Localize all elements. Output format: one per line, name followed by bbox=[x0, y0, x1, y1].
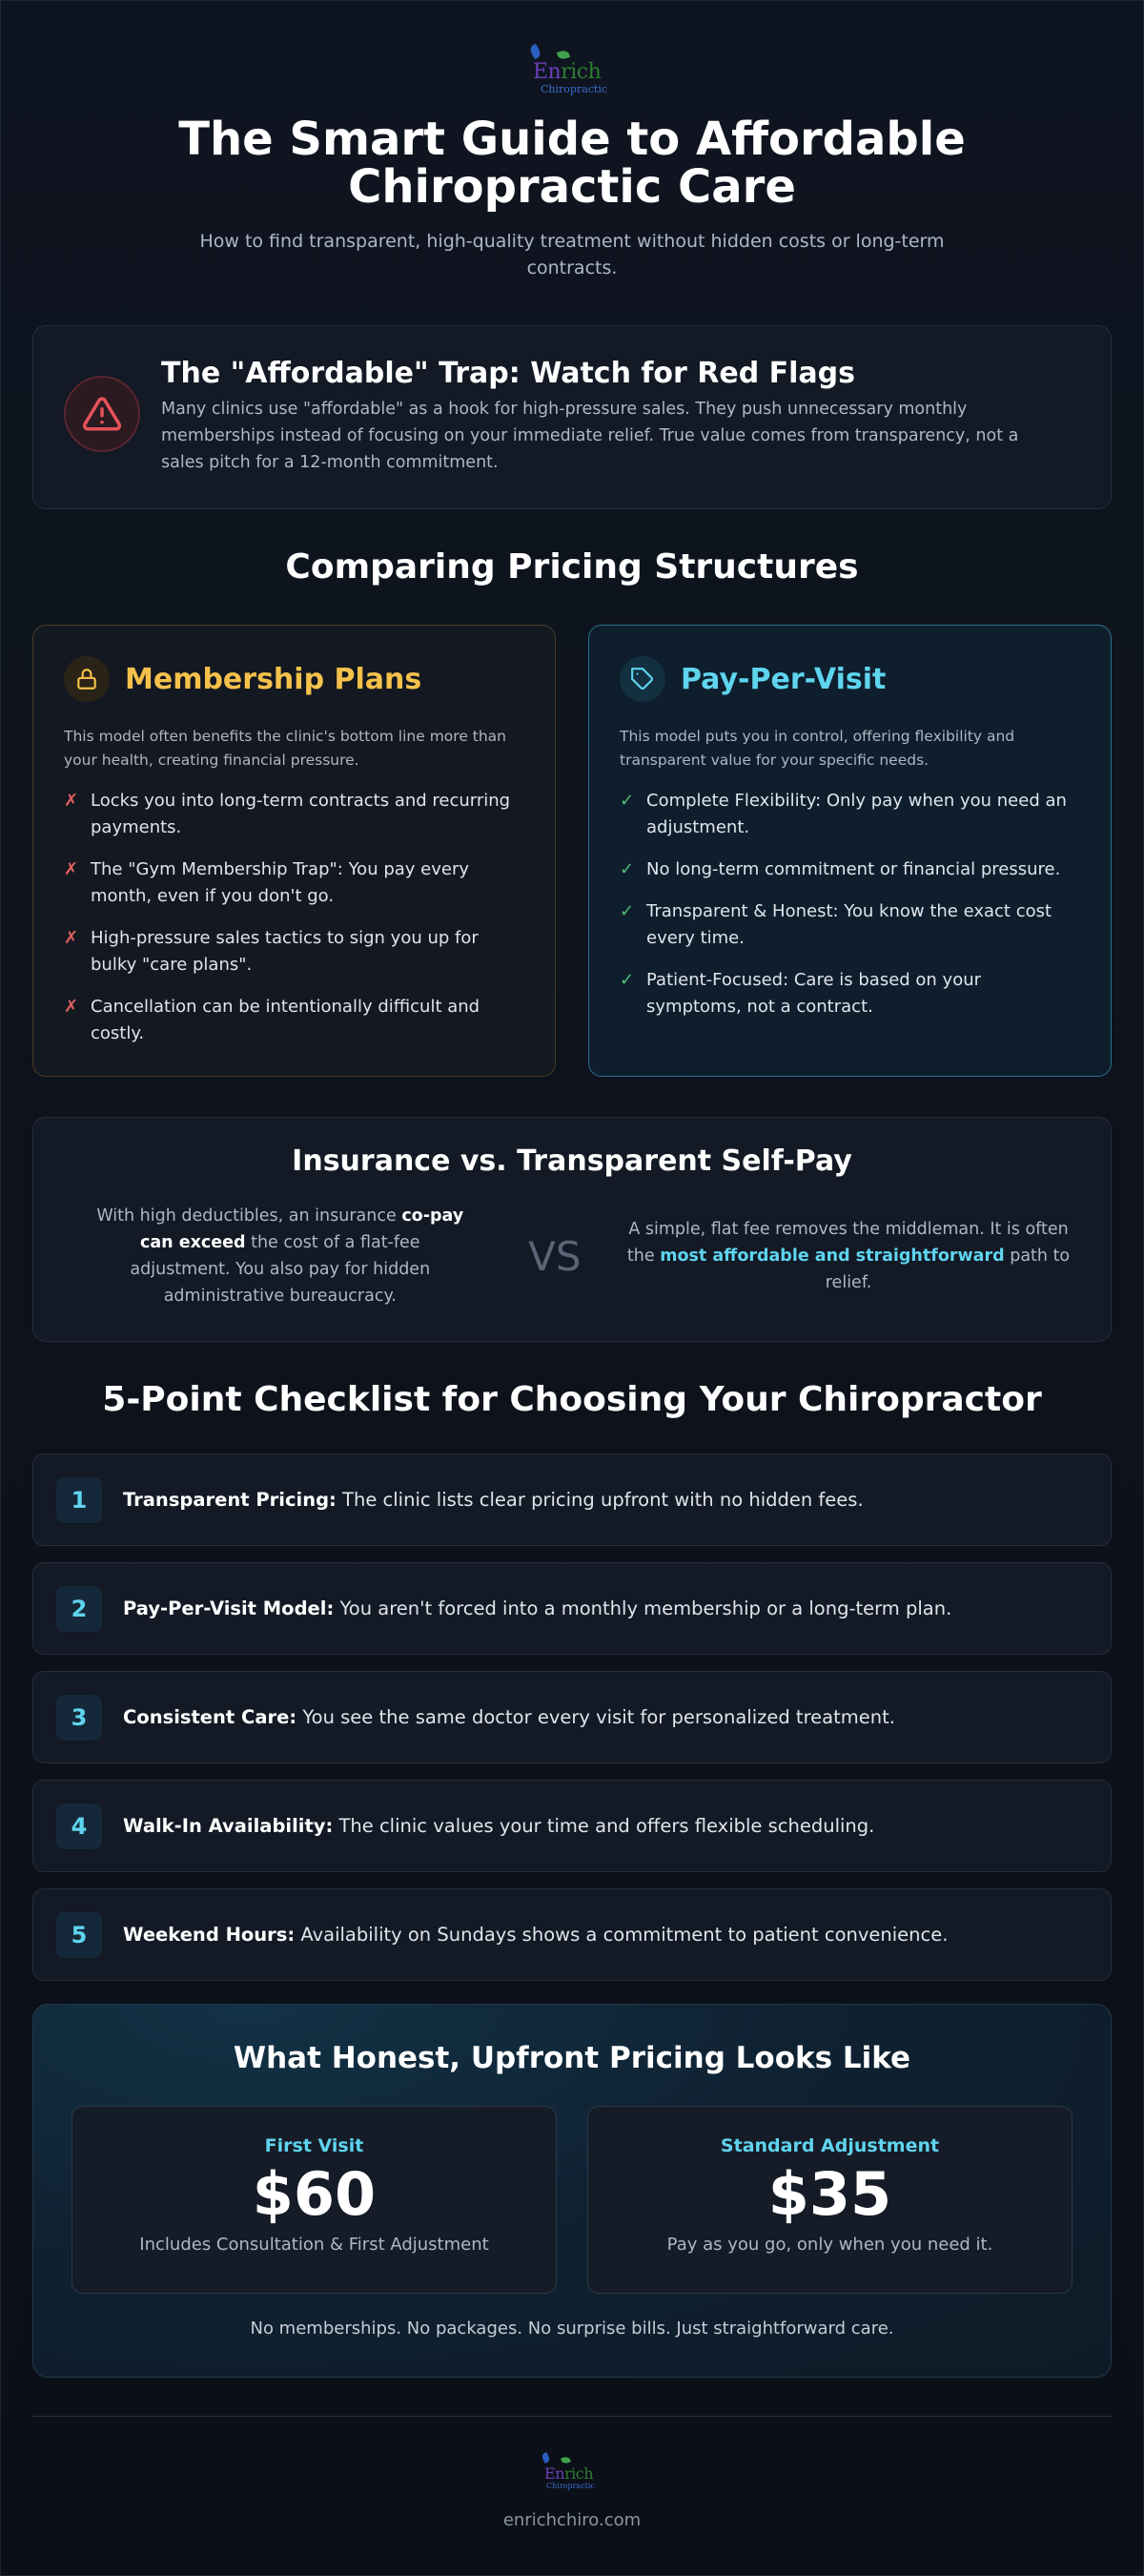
membership-title: Membership Plans bbox=[125, 662, 422, 696]
footer-url-link[interactable]: enrichchiro.com bbox=[502, 2510, 642, 2530]
check-mark-icon: ✓ bbox=[620, 791, 635, 811]
alert-text: Many clinics use "affordable" as a hook for high-pressure sales. They push unnecessary monthly memberships instead of focusing on your immediate relief. True value comes from transparency, not a sales pitch for a 12-month commitment. bbox=[161, 400, 1019, 472]
ppv-desc: This model puts you in control, offering flexibility and transparent value for your specific needs. bbox=[620, 728, 1015, 769]
list-item: ✓ Patient-Focused: Care is based on your symptoms, not a contract. bbox=[620, 967, 1080, 1020]
item-number: 2 bbox=[56, 1586, 102, 1632]
checklist-item: 2 Pay-Per-Visit Model: You aren't forced into a monthly membership or a long-term plan. bbox=[32, 1562, 1112, 1655]
checklist-item: 1 Transparent Pricing: The clinic lists clear pricing upfront with no hidden fees. bbox=[32, 1453, 1112, 1546]
checklist bbox=[32, 1453, 1112, 1981]
pricing-footnote: No memberships. No packages. No surprise bills. Just straightforward care. bbox=[250, 2318, 894, 2339]
item-number: 1 bbox=[56, 1477, 102, 1523]
logo-subtitle: Chiropractic bbox=[541, 83, 608, 95]
list-item: ✗ High-pressure sales tactics to sign you up for bulky "care plans". bbox=[64, 925, 524, 979]
ppv-list bbox=[620, 788, 1080, 1020]
tag-icon bbox=[620, 656, 665, 702]
checklist-heading: 5-Point Checklist for Choosing Your Chiropractor bbox=[102, 1380, 1042, 1419]
checklist-item: 3 Consistent Care: You see the same doctor every visit for personalized treatment. bbox=[32, 1671, 1112, 1763]
item-number: 4 bbox=[56, 1803, 102, 1849]
pricing-title: What Honest, Upfront Pricing Looks Like bbox=[233, 2041, 911, 2075]
membership-plans-card bbox=[32, 625, 556, 1077]
x-mark-icon: ✗ bbox=[64, 928, 79, 948]
checklist-item: 5 Weekend Hours: Availability on Sundays shows a commitment to patient convenience. bbox=[32, 1888, 1112, 1981]
list-item: ✗ Cancellation can be intentionally difficult and costly. bbox=[64, 994, 524, 1047]
x-mark-icon: ✗ bbox=[64, 791, 79, 811]
leaf-icon bbox=[561, 2456, 571, 2465]
insurance-vs-selfpay-card bbox=[32, 1117, 1112, 1342]
selfpay-text: A simple, flat fee removes the middleman. It is often the most affordable and straightforward path to relief. bbox=[626, 1220, 1071, 1292]
x-mark-icon: ✗ bbox=[64, 859, 79, 879]
page-title: The Smart Guide to Affordable Chiropractic Care bbox=[178, 113, 966, 214]
list-item: ✓ No long-term commitment or financial pressure. bbox=[620, 856, 1080, 883]
footer bbox=[32, 2417, 1112, 2530]
logo-mark bbox=[529, 39, 615, 96]
ppv-title: Pay-Per-Visit bbox=[681, 662, 887, 696]
list-item: ✓ Transparent & Honest: You know the exact cost every time. bbox=[620, 898, 1080, 952]
checklist-item: 4 Walk-In Availability: The clinic values your time and offers flexible scheduling. bbox=[32, 1780, 1112, 1872]
item-number: 5 bbox=[56, 1912, 102, 1958]
check-mark-icon: ✓ bbox=[620, 859, 635, 879]
pay-per-visit-card bbox=[588, 625, 1112, 1077]
page-subtitle: How to find transparent, high-quality treatment without hidden costs or long-term contracts. bbox=[199, 231, 945, 278]
leaf-icon bbox=[528, 44, 542, 60]
list-item: ✓ Complete Flexibility: Only pay when you need an adjustment. bbox=[620, 788, 1080, 841]
compare-heading: Comparing Pricing Structures bbox=[285, 547, 859, 587]
standard-adjustment-price: Standard Adjustment $35 Pay as you go, only when you need it. bbox=[587, 2106, 1072, 2294]
footer-logo: Enrich Chiropractic bbox=[539, 2451, 605, 2493]
warning-triangle-icon bbox=[64, 376, 140, 452]
pricing-comparison bbox=[32, 625, 1112, 1077]
leaf-icon bbox=[541, 2452, 551, 2463]
insurance-text: With high deductibles, an insurance co-pay can exceed the cost of a flat-fee adjustment. You also pay for hidden administrative bureaucracy. bbox=[96, 1206, 464, 1306]
check-mark-icon: ✓ bbox=[620, 970, 635, 990]
leaf-icon bbox=[557, 49, 570, 61]
check-mark-icon: ✓ bbox=[620, 901, 635, 921]
membership-list bbox=[64, 788, 524, 1047]
x-mark-icon: ✗ bbox=[64, 997, 79, 1017]
item-number: 3 bbox=[56, 1695, 102, 1741]
first-visit-price: First Visit $60 Includes Consultation & First Adjustment bbox=[72, 2106, 557, 2294]
list-item: ✗ Locks you into long-term contracts and recurring payments. bbox=[64, 788, 524, 841]
lock-icon bbox=[64, 656, 110, 702]
brand-logo bbox=[32, 1, 1112, 106]
list-item: ✗ The "Gym Membership Trap": You pay every month, even if you don't go. bbox=[64, 856, 524, 910]
pricing-card bbox=[32, 2004, 1112, 2378]
red-flags-card bbox=[32, 325, 1112, 509]
membership-desc: This model often benefits the clinic's bottom line more than your health, creating financial pressure. bbox=[64, 728, 507, 769]
logo-wordmark: Enrich bbox=[533, 60, 602, 84]
vs-label: VS bbox=[528, 1232, 582, 1280]
insurance-title: Insurance vs. Transparent Self-Pay bbox=[292, 1144, 852, 1178]
alert-title: The "Affordable" Trap: Watch for Red Flags bbox=[161, 357, 855, 390]
